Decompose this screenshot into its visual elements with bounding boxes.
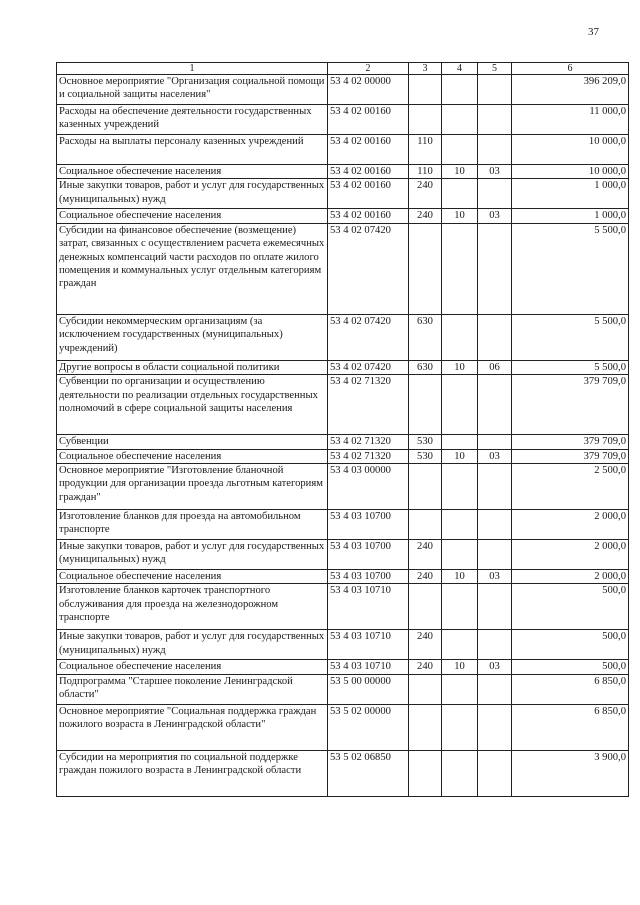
table-row xyxy=(57,105,629,135)
table-row xyxy=(57,570,629,584)
row-col4-cell: 10 xyxy=(442,660,478,674)
table-row xyxy=(57,584,629,630)
row-col4-cell xyxy=(442,314,478,360)
row-sum-cell: 500,0 xyxy=(512,660,629,674)
row-col3-cell xyxy=(409,704,442,750)
row-col4-cell xyxy=(442,223,478,314)
row-col5-cell xyxy=(478,540,512,570)
row-col5-cell xyxy=(478,135,512,165)
row-col3-cell xyxy=(409,105,442,135)
row-name-cell: Субсидии на финансовое обеспечение (возмещение) затрат, связанных с осуществлением расчета ежемесячных денежных компенсаций части расходов по оплате жилого помещения и коммунальных услуг отдельным категориям граждан xyxy=(57,223,328,314)
row-col4-cell xyxy=(442,375,478,435)
row-col4-cell: 10 xyxy=(442,165,478,179)
row-sum-cell: 379 709,0 xyxy=(512,375,629,435)
table-row xyxy=(57,674,629,704)
row-col5-cell: 03 xyxy=(478,209,512,223)
header-cell: 3 xyxy=(409,63,442,75)
header-cell: 4 xyxy=(442,63,478,75)
row-col5-cell: 06 xyxy=(478,360,512,374)
row-col3-cell xyxy=(409,510,442,540)
row-sum-cell: 2 000,0 xyxy=(512,570,629,584)
row-sum-cell: 1 000,0 xyxy=(512,209,629,223)
row-code-cell: 53 4 03 10700 xyxy=(328,510,409,540)
row-sum-cell: 5 500,0 xyxy=(512,223,629,314)
row-col5-cell: 03 xyxy=(478,165,512,179)
row-col3-cell: 530 xyxy=(409,435,442,449)
row-name-cell: Основное мероприятие "Организация социальной помощи и социальной защиты населения" xyxy=(57,75,328,105)
row-code-cell: 53 4 03 10700 xyxy=(328,570,409,584)
row-name-cell: Изготовление бланков для проезда на автомобильном транспорте xyxy=(57,510,328,540)
row-col3-cell: 630 xyxy=(409,314,442,360)
row-sum-cell: 1 000,0 xyxy=(512,179,629,209)
row-code-cell: 53 4 03 10710 xyxy=(328,660,409,674)
page-number: 37 xyxy=(588,26,599,38)
row-code-cell: 53 5 02 06850 xyxy=(328,750,409,796)
row-col3-cell: 630 xyxy=(409,360,442,374)
row-code-cell: 53 4 02 71320 xyxy=(328,375,409,435)
table-row xyxy=(57,314,629,360)
row-col5-cell xyxy=(478,750,512,796)
table-header-row xyxy=(57,63,629,75)
row-col4-cell xyxy=(442,435,478,449)
header-cell: 1 xyxy=(57,63,328,75)
row-col4-cell xyxy=(442,750,478,796)
row-col4-cell: 10 xyxy=(442,570,478,584)
row-code-cell: 53 4 02 07420 xyxy=(328,360,409,374)
table-row xyxy=(57,510,629,540)
row-sum-cell: 2 000,0 xyxy=(512,510,629,540)
row-col3-cell: 240 xyxy=(409,630,442,660)
table-row xyxy=(57,75,629,105)
row-code-cell: 53 4 03 00000 xyxy=(328,464,409,510)
row-col5-cell: 03 xyxy=(478,660,512,674)
row-col4-cell xyxy=(442,105,478,135)
header-cell: 2 xyxy=(328,63,409,75)
row-sum-cell: 379 709,0 xyxy=(512,435,629,449)
row-col4-cell xyxy=(442,179,478,209)
row-col4-cell xyxy=(442,540,478,570)
header-cell: 5 xyxy=(478,63,512,75)
row-col4-cell: 10 xyxy=(442,449,478,463)
row-col5-cell xyxy=(478,630,512,660)
table-row xyxy=(57,135,629,165)
table-row xyxy=(57,179,629,209)
row-col3-cell xyxy=(409,464,442,510)
row-col5-cell xyxy=(478,584,512,630)
row-col5-cell xyxy=(478,464,512,510)
row-code-cell: 53 4 02 00000 xyxy=(328,75,409,105)
row-col5-cell xyxy=(478,105,512,135)
row-sum-cell: 10 000,0 xyxy=(512,135,629,165)
row-col3-cell: 110 xyxy=(409,165,442,179)
row-col3-cell xyxy=(409,584,442,630)
row-col5-cell xyxy=(478,674,512,704)
table-row xyxy=(57,165,629,179)
table-row xyxy=(57,435,629,449)
table-row xyxy=(57,660,629,674)
row-col4-cell xyxy=(442,75,478,105)
row-code-cell: 53 4 02 00160 xyxy=(328,135,409,165)
row-col3-cell: 240 xyxy=(409,570,442,584)
row-code-cell: 53 5 00 00000 xyxy=(328,674,409,704)
table-row xyxy=(57,375,629,435)
row-name-cell: Расходы на обеспечение деятельности государственных казенных учреждений xyxy=(57,105,328,135)
row-name-cell: Иные закупки товаров, работ и услуг для государственных (муниципальных) нужд xyxy=(57,179,328,209)
row-col3-cell: 240 xyxy=(409,540,442,570)
row-name-cell: Социальное обеспечение населения xyxy=(57,209,328,223)
table-row xyxy=(57,540,629,570)
row-col4-cell xyxy=(442,704,478,750)
row-code-cell: 53 4 02 07420 xyxy=(328,314,409,360)
table-row xyxy=(57,209,629,223)
row-code-cell: 53 4 02 00160 xyxy=(328,165,409,179)
row-sum-cell: 500,0 xyxy=(512,630,629,660)
row-code-cell: 53 4 02 00160 xyxy=(328,105,409,135)
row-col5-cell: 03 xyxy=(478,449,512,463)
row-col5-cell xyxy=(478,704,512,750)
row-name-cell: Основное мероприятие "Изготовление бланочной продукции для организации проезда льготным категориям граждан" xyxy=(57,464,328,510)
budget-table xyxy=(56,62,629,797)
row-sum-cell: 2 500,0 xyxy=(512,464,629,510)
row-sum-cell: 6 850,0 xyxy=(512,704,629,750)
row-name-cell: Иные закупки товаров, работ и услуг для государственных (муниципальных) нужд xyxy=(57,630,328,660)
row-code-cell: 53 4 02 71320 xyxy=(328,435,409,449)
row-code-cell: 53 4 03 10710 xyxy=(328,630,409,660)
row-col4-cell xyxy=(442,674,478,704)
row-col5-cell xyxy=(478,375,512,435)
table-row xyxy=(57,464,629,510)
row-code-cell: 53 4 03 10700 xyxy=(328,540,409,570)
row-name-cell: Социальное обеспечение населения xyxy=(57,660,328,674)
row-sum-cell: 6 850,0 xyxy=(512,674,629,704)
row-sum-cell: 379 709,0 xyxy=(512,449,629,463)
row-sum-cell: 5 500,0 xyxy=(512,314,629,360)
row-col5-cell: 03 xyxy=(478,570,512,584)
row-col4-cell xyxy=(442,135,478,165)
table-row xyxy=(57,449,629,463)
row-name-cell: Подпрограмма "Старшее поколение Ленинградской области" xyxy=(57,674,328,704)
row-code-cell: 53 4 02 07420 xyxy=(328,223,409,314)
row-col3-cell xyxy=(409,75,442,105)
row-col3-cell: 240 xyxy=(409,660,442,674)
row-sum-cell: 500,0 xyxy=(512,584,629,630)
row-sum-cell: 10 000,0 xyxy=(512,165,629,179)
row-name-cell: Расходы на выплаты персоналу казенных учреждений xyxy=(57,135,328,165)
row-col5-cell xyxy=(478,510,512,540)
table-row xyxy=(57,630,629,660)
table-row xyxy=(57,223,629,314)
row-col4-cell xyxy=(442,630,478,660)
row-col5-cell xyxy=(478,435,512,449)
row-name-cell: Иные закупки товаров, работ и услуг для государственных (муниципальных) нужд xyxy=(57,540,328,570)
row-name-cell: Социальное обеспечение населения xyxy=(57,165,328,179)
row-code-cell: 53 4 02 71320 xyxy=(328,449,409,463)
row-name-cell: Социальное обеспечение населения xyxy=(57,570,328,584)
row-name-cell: Социальное обеспечение населения xyxy=(57,449,328,463)
row-col3-cell: 240 xyxy=(409,209,442,223)
row-name-cell: Субсидии на мероприятия по социальной поддержке граждан пожилого возраста в Ленинградской области xyxy=(57,750,328,796)
row-col3-cell xyxy=(409,375,442,435)
header-cell: 6 xyxy=(512,63,629,75)
row-sum-cell: 11 000,0 xyxy=(512,105,629,135)
row-code-cell: 53 4 02 00160 xyxy=(328,179,409,209)
row-col3-cell: 530 xyxy=(409,449,442,463)
row-code-cell: 53 5 02 00000 xyxy=(328,704,409,750)
row-name-cell: Субвенции xyxy=(57,435,328,449)
row-col3-cell xyxy=(409,223,442,314)
row-sum-cell: 3 900,0 xyxy=(512,750,629,796)
row-sum-cell: 2 000,0 xyxy=(512,540,629,570)
row-col4-cell: 10 xyxy=(442,209,478,223)
row-col3-cell: 240 xyxy=(409,179,442,209)
row-col3-cell xyxy=(409,750,442,796)
row-col4-cell: 10 xyxy=(442,360,478,374)
row-col5-cell xyxy=(478,75,512,105)
table-row xyxy=(57,360,629,374)
row-col4-cell xyxy=(442,510,478,540)
row-name-cell: Другие вопросы в области социальной политики xyxy=(57,360,328,374)
row-col3-cell xyxy=(409,674,442,704)
row-col5-cell xyxy=(478,314,512,360)
row-name-cell: Изготовление бланков карточек транспортного обслуживания для проезда на железнодорожном транспорте xyxy=(57,584,328,630)
row-sum-cell: 5 500,0 xyxy=(512,360,629,374)
row-col5-cell xyxy=(478,223,512,314)
row-name-cell: Основное мероприятие "Социальная поддержка граждан пожилого возраста в Ленинградской области" xyxy=(57,704,328,750)
row-col5-cell xyxy=(478,179,512,209)
row-name-cell: Субвенции по организации и осуществлению деятельности по реализации отдельных государственных полномочий в сфере социальной защиты населения xyxy=(57,375,328,435)
row-code-cell: 53 4 03 10710 xyxy=(328,584,409,630)
table-row xyxy=(57,704,629,750)
row-col4-cell xyxy=(442,584,478,630)
row-name-cell: Субсидии некоммерческим организациям (за исключением государственных (муниципальных) учреждений) xyxy=(57,314,328,360)
row-col3-cell: 110 xyxy=(409,135,442,165)
row-code-cell: 53 4 02 00160 xyxy=(328,209,409,223)
row-sum-cell: 396 209,0 xyxy=(512,75,629,105)
row-col4-cell xyxy=(442,464,478,510)
table-row xyxy=(57,750,629,796)
